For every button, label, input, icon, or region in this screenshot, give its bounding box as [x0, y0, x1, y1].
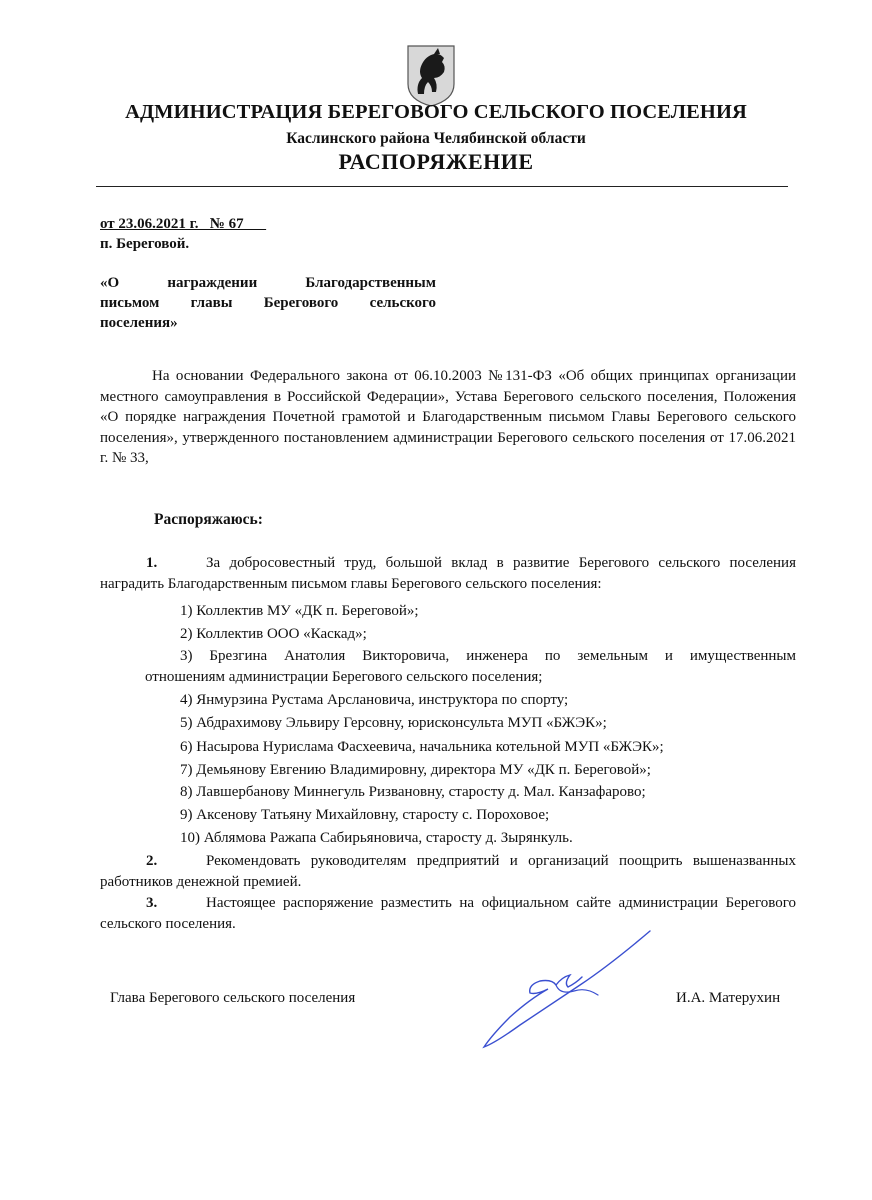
handwritten-signature: [470, 925, 660, 1055]
item-number: 2.: [146, 853, 158, 869]
awardee-item: 6) Насырова Нурислама Фасхеевича, начальника котельной МУП «БЖЭК»;: [180, 739, 664, 755]
region-subtitle: Каслинского района Челябинской области: [286, 130, 586, 147]
item-text: Рекомендовать руководителям предприятий и организаций поощрить вышеназванных работников денежной премией.: [100, 853, 796, 890]
preamble-paragraph: На основании Федерального закона от 06.10.2003 №131-ФЗ «Об общих принципах организации местного самоуправления в Российской Федерации», Устава Берегового сельского поселения, Положения «О порядке награждения Почетной грамотой и Благодарственным письмом Главы Берегового сельского поселения», утвержденного постановлением администрации Берегового сельского поселения от 17.06.2021 г. № 33,: [100, 368, 796, 467]
item-number: 1.: [146, 555, 158, 571]
document-subject: [100, 273, 436, 333]
document-date-number: от 23.06.2021 г. № 67: [100, 216, 267, 232]
signatory-name: И.А. Матерухин: [676, 990, 781, 1006]
document-type: РАСПОРЯЖЕНИЕ: [338, 149, 534, 174]
organization-title: АДМИНИСТРАЦИЯ БЕРЕГОВОГО СЕЛЬСКОГО ПОСЕЛЕНИЯ: [125, 101, 747, 123]
order-item-1: [100, 553, 796, 594]
item-text: За добросовестный труд, большой вклад в развитие Берегового сельского поселения наградить Благодарственным письмом главы Берегового сельского поселения:: [100, 555, 796, 592]
subject-line: «О награждении Благодарственным: [100, 275, 436, 291]
awardee-item: 5) Абдрахимову Эльвиру Герсовну, юрисконсульта МУП «БЖЭК»;: [180, 715, 607, 731]
awardee-item: 10) Аблямова Ражапа Сабирьяновича, старосту д. Зырянкуль.: [180, 830, 573, 846]
awardee-item-continuation: отношениям администрации Берегового сельского поселения;: [145, 669, 543, 685]
subject-line: письмом главы Берегового сельского: [100, 295, 436, 311]
order-item-2: [100, 851, 796, 892]
signatory-position: Глава Берегового сельского поселения: [110, 990, 356, 1006]
order-item-3: [100, 893, 796, 934]
document-place: п. Береговой.: [100, 236, 190, 252]
item-number: 3.: [146, 895, 158, 911]
awardee-item: 1) Коллектив МУ «ДК п. Береговой»;: [180, 603, 419, 619]
awardee-item: 4) Янмурзина Рустама Арслановича, инструктора по спорту;: [180, 692, 569, 708]
awardee-item: 7) Демьянову Евгению Владимировну, директора МУ «ДК п. Береговой»;: [180, 762, 651, 778]
item-text: Настоящее распоряжение разместить на официальном сайте администрации Берегового сельского поселения.: [100, 895, 796, 932]
awardee-item: 2) Коллектив ООО «Каскад»;: [180, 626, 367, 642]
coat-of-arms-icon: [404, 44, 458, 108]
awardee-item: 8) Лавшербанову Миннегуль Ризвановну, старосту д. Мал. Канзафарово;: [180, 784, 646, 800]
order-heading: Распоряжаюсь:: [154, 511, 263, 528]
subject-line: поселения»: [100, 315, 178, 331]
awardee-item: 9) Аксенову Татьяну Михайловну, старосту с. Пороховое;: [180, 807, 550, 823]
awardee-item: 3) Брезгина Анатолия Викторовича, инженера по земельным и имущественным: [180, 648, 796, 664]
header-divider: [96, 186, 788, 187]
